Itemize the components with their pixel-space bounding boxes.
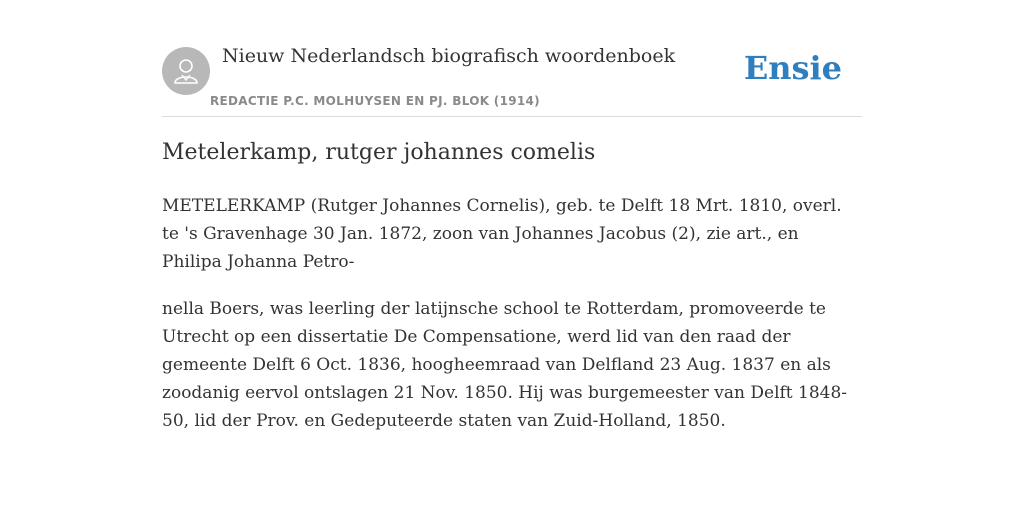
entry-title: Metelerkamp, rutger johannes comelis xyxy=(162,140,596,165)
user-placeholder-icon xyxy=(171,56,201,86)
avatar xyxy=(162,47,210,95)
source-editors: REDACTIE P.C. MOLHUYSEN EN PJ. BLOK (1914) xyxy=(210,94,540,108)
entry-paragraph: METELERKAMP (Rutger Johannes Cornelis), geb. te Delft 18 Mrt. 1810, overl. te 's Gravenhage 30 Jan. 1872, zoon van Johannes Jacobus (2), zie art., en Philipa Johanna Petro- xyxy=(162,196,842,272)
brand-logo-link[interactable]: Ensie xyxy=(743,49,842,87)
source-header xyxy=(162,44,862,117)
entry-paragraph: nella Boers, was leerling der latijnsche school te Rotterdam, promoveerde te Utrecht op een dissertatie De Compensatione, werd lid van den raad der gemeente Delft 6 Oct. 1836, hoogheemraad van Delfland 23 Aug. 1837 en als zoodanig eervol ontslagen 21 Nov. 1850. Hij was burgemeester van Delft 1848-50, lid der Prov. en Gedeputeerde staten van Zuid-Holland, 1850. xyxy=(162,299,848,431)
source-title[interactable]: Nieuw Nederlandsch biografisch woordenboek xyxy=(222,45,676,67)
